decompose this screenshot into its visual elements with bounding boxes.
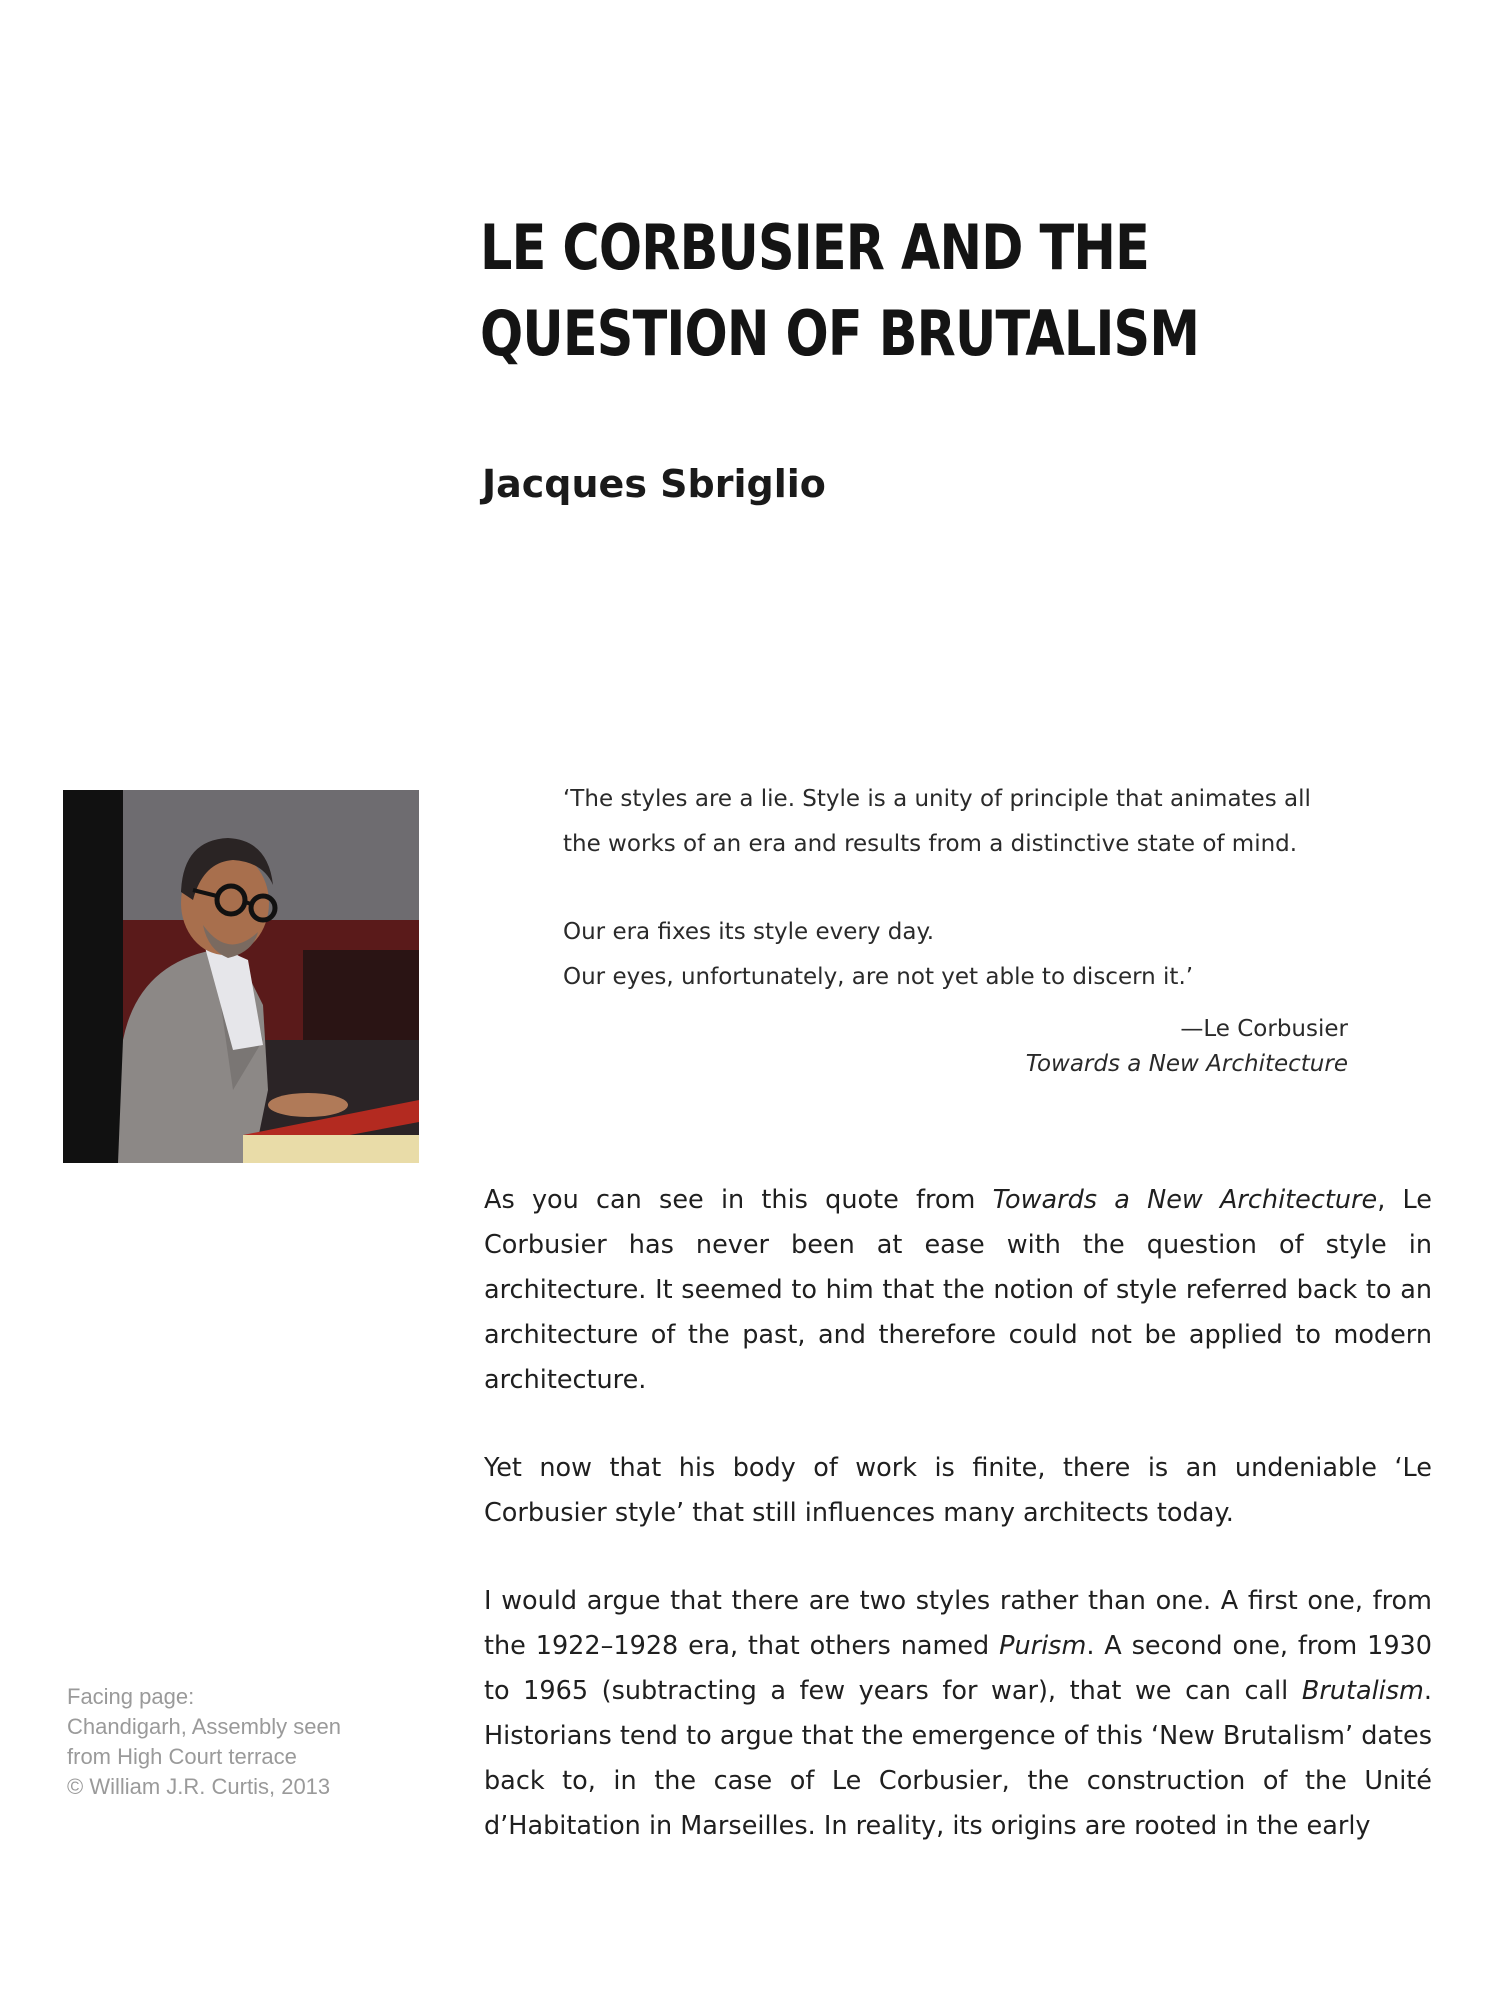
body-p3-brutalism: Brutalism (1301, 1676, 1424, 1706)
article-title-line-2: QUESTION OF BRUTALISM (480, 297, 1200, 370)
body-paragraph-2: Yet now that his body of work is finite, there is an undeniable ‘Le Corbusier style’ that still influences many architects today. (484, 1453, 1432, 1528)
caption-line-4: © William J.R. Curtis, 2013 (67, 1774, 331, 1799)
body-p1-text-b: , Le Corbusier has never been at ease with the question of style in architecture. It seemed to him that the notion of style referred back to an architecture of the past, and therefore could not be applied to modern architecture. (484, 1185, 1432, 1395)
body-p3-text-b: . A second one, from 1930 to 1965 (subtracting a few years for war), that we can call (484, 1631, 1432, 1706)
article-title-line-1: LE CORBUSIER AND THE (480, 211, 1150, 284)
article-body (484, 1178, 1432, 1892)
body-paragraph-3 (484, 1579, 1432, 1849)
author-name: Jacques Sbriglio (482, 462, 826, 506)
body-p1-book-title: Towards a New Architecture (992, 1185, 1378, 1215)
epigraph-attribution (880, 1012, 1348, 1082)
epigraph-quote (563, 777, 1353, 1000)
caption-line-1: Facing page: (67, 1684, 195, 1709)
attribution-author: —Le Corbusier (1180, 1016, 1348, 1042)
caption-line-3: from High Court terrace (67, 1744, 297, 1769)
body-p3-purism: Purism (999, 1631, 1087, 1661)
body-paragraph-1 (484, 1178, 1432, 1403)
photo-caption (67, 1682, 397, 1802)
epigraph-line-4: Our eyes, unfortunately, are not yet able to discern it.’ (563, 964, 1194, 990)
body-p1-text-a: As you can see in this quote from (484, 1185, 993, 1215)
epigraph-line-3: Our era fixes its style every day. (563, 919, 935, 945)
body-p3-text-c: . Historians tend to argue that the emergence of this ‘New Brutalism’ dates back to, in the case of Le Corbusier, the construction of the Unité d’Habitation in Marseilles. In reality, its origins are rooted in the early (484, 1676, 1432, 1841)
author-portrait-photo (63, 790, 419, 1163)
article-title (480, 205, 1218, 377)
body-p3-text-a: I would argue that there are two styles rather than one. A first one, from the 1922–1928 era, that others named (484, 1586, 1432, 1661)
caption-line-2: Chandigarh, Assembly seen (67, 1714, 341, 1739)
attribution-source: Towards a New Architecture (1025, 1051, 1348, 1077)
epigraph-line-2: the works of an era and results from a distinctive state of mind. (563, 831, 1298, 857)
portrait-photo-icon (63, 790, 419, 1163)
epigraph-line-1: ‘The styles are a lie. Style is a unity of principle that animates all (563, 786, 1311, 812)
